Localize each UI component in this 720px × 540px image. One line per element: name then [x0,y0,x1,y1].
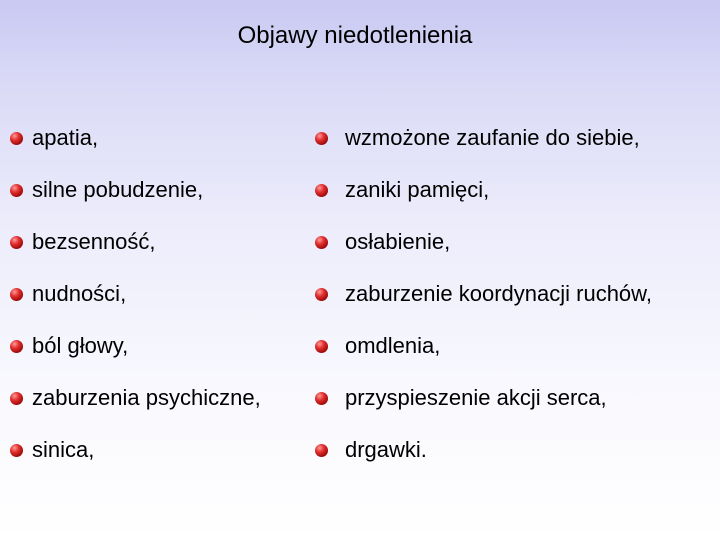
list-item-label: zaburzenia psychiczne, [32,385,261,410]
list-item [315,112,715,164]
bullet-icon [10,444,23,457]
list-item-label: zaburzenie koordynacji ruchów, [345,281,652,306]
slide-title: Objawy niedotlenienia [237,22,473,49]
bullet-icon [315,392,328,405]
list-item [315,164,715,216]
left-column-list [10,112,310,476]
list-item-label: sinica, [32,437,95,462]
list-item [10,112,310,164]
bullet-icon [10,132,23,145]
list-item [10,320,310,372]
list-item-label: zaniki pamięci, [345,177,490,202]
right-column-list [315,112,715,476]
list-item [315,268,715,320]
list-item-label: drgawki. [345,437,427,462]
bullet-icon [10,236,23,249]
list-item [10,372,310,424]
list-item-label: silne pobudzenie, [32,177,204,202]
list-item-label: ból głowy, [32,333,129,358]
bullet-icon [10,340,23,353]
list-item [315,372,715,424]
list-item [10,164,310,216]
bullet-icon [315,236,328,249]
bullet-icon [315,184,328,197]
bullet-icon [315,288,328,301]
bullet-icon [315,340,328,353]
list-item-label: apatia, [32,125,99,150]
bullet-icon [10,184,23,197]
list-item [315,424,715,476]
list-item [10,424,310,476]
list-item-label: bezsenność, [32,229,156,254]
list-item [10,216,310,268]
bullet-icon [10,392,23,405]
list-item [315,216,715,268]
list-item [315,320,715,372]
list-item-label: nudności, [32,281,127,306]
list-item [10,268,310,320]
list-item-label: wzmożone zaufanie do siebie, [345,125,640,150]
bullet-icon [315,132,328,145]
list-item-label: osłabienie, [345,229,451,254]
bullet-icon [10,288,23,301]
list-item-label: przyspieszenie akcji serca, [345,385,607,410]
bullet-icon [315,444,328,457]
list-item-label: omdlenia, [345,333,441,358]
